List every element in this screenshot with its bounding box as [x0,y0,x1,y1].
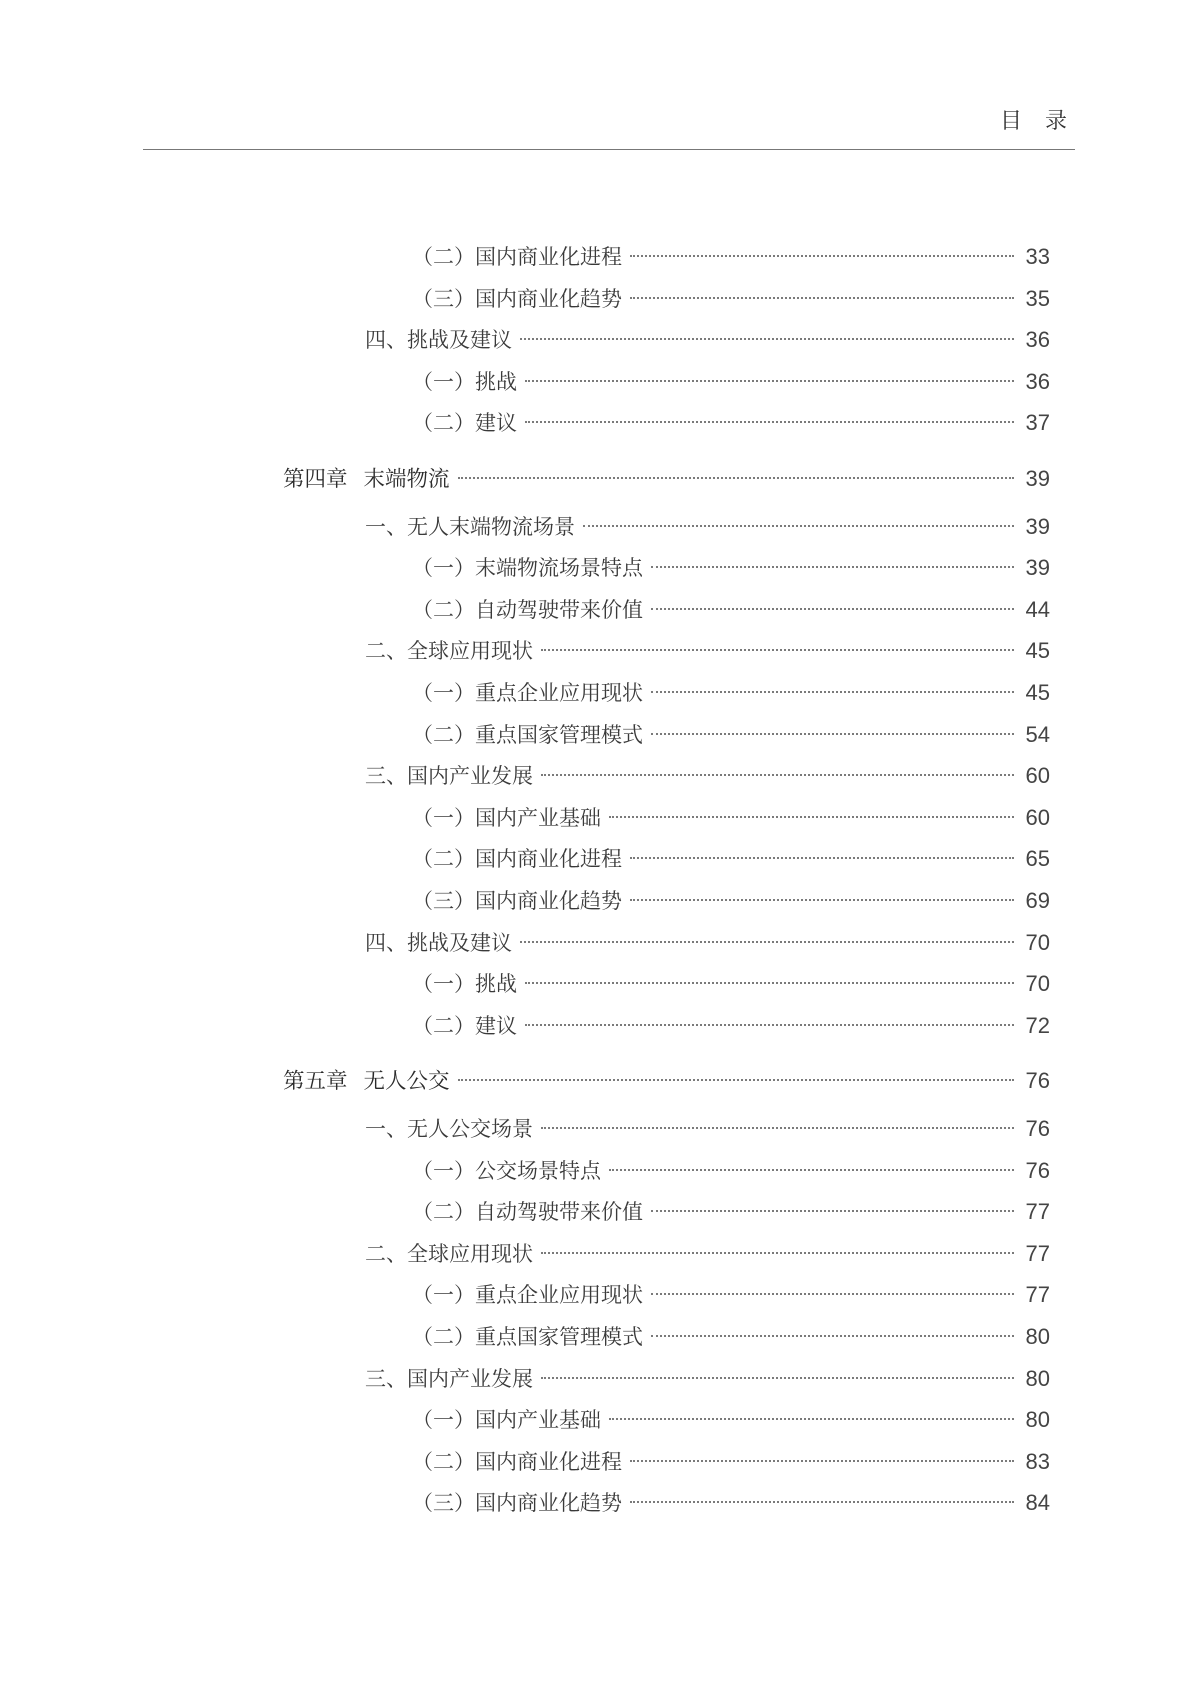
toc-dot-leader [609,816,1014,818]
toc-entry[interactable] [412,284,1050,314]
toc-entry-label [365,928,512,958]
toc-dot-leader [651,566,1014,568]
toc-entry-label [412,1447,622,1477]
toc-entry-text: 二、全球应用现状 [365,1241,533,1266]
toc-entry[interactable] [365,928,1050,958]
toc-entry-label [412,678,643,708]
toc-entry[interactable] [365,325,1050,355]
toc-dot-leader [458,477,1014,479]
toc-page-number: 70 [1025,971,1050,997]
toc-entry[interactable] [365,636,1050,666]
toc-entry-text: （一）国内产业基础 [412,805,601,830]
toc-dot-leader [609,1418,1014,1420]
toc-entry[interactable] [412,595,1050,625]
toc-page-number: 80 [1025,1324,1050,1349]
toc-dot-leader [525,982,1014,984]
toc-page-number: 37 [1025,410,1050,436]
toc-dot-leader [583,525,1014,527]
toc-entry[interactable] [412,1405,1050,1435]
toc-entry-label [412,284,622,314]
toc-entry-label [365,1114,533,1144]
toc-dot-leader [525,421,1014,423]
toc-dot-leader [520,941,1014,943]
toc-page-number: 76 [1025,1116,1050,1141]
toc-entry[interactable] [412,969,1050,999]
toc-entry-text: 二、全球应用现状 [365,639,533,664]
toc-entry-label [412,408,517,438]
toc-entry[interactable] [365,1114,1050,1144]
toc-dot-leader [651,1293,1014,1295]
toc-page-number: 60 [1025,763,1050,789]
toc-entry[interactable] [365,512,1050,542]
toc-entry-label [412,803,601,833]
toc-page-number: 60 [1025,804,1050,830]
toc-page-number: 69 [1025,888,1050,913]
toc-page-number: 77 [1025,1282,1050,1308]
toc-entry-label [365,761,533,791]
toc-chapter-number: 第四章 [283,467,348,492]
toc-entry-label [412,367,517,397]
toc-entry-label [412,1011,517,1041]
toc-entry[interactable] [412,1197,1050,1227]
toc-entry-label [412,844,622,874]
toc-dot-leader [651,608,1014,610]
toc-entry-label [365,1364,533,1394]
toc-entry-text: 一、无人公交场景 [365,1117,533,1141]
toc-entry-text: 无人公交 [363,1069,450,1095]
toc-dot-leader [630,857,1014,859]
toc-entry-text: （二）国内商业化进程 [412,245,622,269]
toc-dot-leader [541,1127,1014,1129]
toc-entry-text: （二）建议 [412,411,517,436]
toc-dot-leader [520,338,1014,340]
toc-dot-leader [541,1377,1014,1379]
toc-entry-label [412,1405,601,1435]
toc-entry-label [283,1067,450,1097]
toc-page-number: 65 [1025,846,1050,872]
toc-entry-label [412,969,517,999]
toc-entry-label [412,1197,643,1227]
toc-entry-text: 四、挑战及建议 [365,328,512,353]
toc-entry-text: （一）国内产业基础 [412,1408,601,1433]
toc-entry-text: （一）挑战 [412,369,517,394]
toc-entry-label [412,1156,601,1186]
toc-entry-label [283,465,450,495]
toc-dot-leader [651,1210,1014,1212]
toc-entry-text: （二）重点国家管理模式 [412,1325,643,1349]
toc-page-number: 80 [1025,1365,1050,1391]
toc-page-number: 36 [1025,327,1050,353]
toc-entry-label [365,636,533,666]
toc-entry-label [412,720,643,750]
toc-entry-text: （二）国内商业化进程 [412,1449,622,1474]
toc-entry-text: （三）国内商业化趋势 [412,1491,622,1516]
toc-dot-leader [630,1460,1014,1462]
toc-chapter-entry[interactable] [283,464,1050,494]
toc-dot-leader [541,774,1014,776]
toc-dot-leader [630,1501,1014,1503]
toc-page-number: 45 [1025,680,1050,705]
toc-dot-leader [630,297,1014,299]
toc-entry-text: （一）公交场景特点 [412,1158,601,1183]
toc-entry[interactable] [412,1488,1050,1518]
toc-entry[interactable] [412,678,1050,708]
toc-page-number: 77 [1025,1240,1050,1266]
toc-entry-label [412,886,622,916]
toc-entry-label [412,595,643,625]
toc-entry[interactable] [365,1239,1050,1269]
toc-entry[interactable] [412,1280,1050,1310]
toc-entry-text: （二）国内商业化进程 [412,847,622,872]
toc-dot-leader [458,1079,1014,1081]
toc-entry-text: （二）自动驾驶带来价值 [412,597,643,622]
toc-entry[interactable] [412,553,1050,583]
toc-dot-leader [609,1169,1014,1171]
header-divider [143,149,1075,150]
toc-dot-leader [525,1024,1014,1026]
toc-entry-label [365,1239,533,1269]
toc-page-number: 77 [1025,1199,1050,1225]
toc-dot-leader [525,380,1014,382]
toc-dot-leader [651,1335,1014,1337]
toc-dot-leader [630,255,1014,257]
toc-entry[interactable] [412,886,1050,916]
toc-entry-text: 末端物流 [363,467,450,492]
toc-page-number: 76 [1025,1068,1050,1094]
toc-dot-leader [541,1252,1014,1254]
toc-entry[interactable] [412,1322,1050,1352]
toc-entry[interactable] [412,408,1050,438]
toc-entry[interactable] [412,1447,1050,1477]
toc-entry-text: （三）国内商业化趋势 [412,889,622,913]
toc-page-number: 72 [1025,1012,1050,1038]
toc-dot-leader [541,649,1014,651]
toc-chapter-number: 第五章 [283,1069,348,1095]
toc-entry-label [412,1488,622,1518]
page-header-title: 目 录 [1000,109,1075,134]
toc-entry-label [412,242,622,272]
toc-entry-text: （二）建议 [412,1013,517,1038]
toc-entry-label [365,512,575,542]
toc-entry-text: （三）国内商业化趋势 [412,286,622,311]
toc-entry-text: （一）挑战 [412,972,517,997]
toc-page-number: 80 [1025,1407,1050,1433]
toc-page-number: 39 [1025,513,1050,539]
toc-dot-leader [630,899,1014,901]
toc-entry[interactable] [412,720,1050,750]
toc-entry-text: （二）重点国家管理模式 [412,722,643,747]
toc-entry-label [412,553,643,583]
toc-entry[interactable] [412,803,1050,833]
toc-entry-label [412,1280,643,1310]
toc-page-number: 76 [1025,1157,1050,1183]
toc-page-number: 33 [1025,244,1050,269]
toc-page-number: 35 [1025,285,1050,311]
toc-entry[interactable] [412,1011,1050,1041]
toc-entry-text: 四、挑战及建议 [365,930,512,955]
toc-page-number: 70 [1025,929,1050,955]
toc-entry[interactable] [412,1156,1050,1186]
toc-entry-text: （一）末端物流场景特点 [412,556,643,581]
toc-page-number: 83 [1025,1448,1050,1474]
toc-dot-leader [651,733,1014,735]
toc-entry[interactable] [412,242,1050,272]
toc-entry[interactable] [365,761,1050,791]
toc-entry[interactable] [412,367,1050,397]
toc-dot-leader [651,691,1014,693]
toc-page-number: 84 [1025,1490,1050,1516]
toc-entry-text: 三、国内产业发展 [365,1366,533,1391]
toc-entry-text: （一）重点企业应用现状 [412,1283,643,1308]
toc-page-number: 39 [1025,555,1050,581]
toc-entry-label [412,1322,643,1352]
toc-entry-text: （二）自动驾驶带来价值 [412,1200,643,1225]
toc-page-number: 39 [1025,466,1050,491]
toc-page-number: 45 [1025,638,1050,664]
toc-entry-text: 三、国内产业发展 [365,764,533,789]
toc-page-number: 54 [1025,721,1050,747]
toc-page-number: 36 [1025,368,1050,394]
toc-entry-label [365,325,512,355]
toc-chapter-entry[interactable] [283,1066,1050,1096]
toc-entry[interactable] [412,844,1050,874]
toc-entry-text: （一）重点企业应用现状 [412,681,643,705]
toc-page-number: 44 [1025,596,1050,622]
toc-entry[interactable] [365,1364,1050,1394]
toc-entry-text: 一、无人末端物流场景 [365,514,575,539]
